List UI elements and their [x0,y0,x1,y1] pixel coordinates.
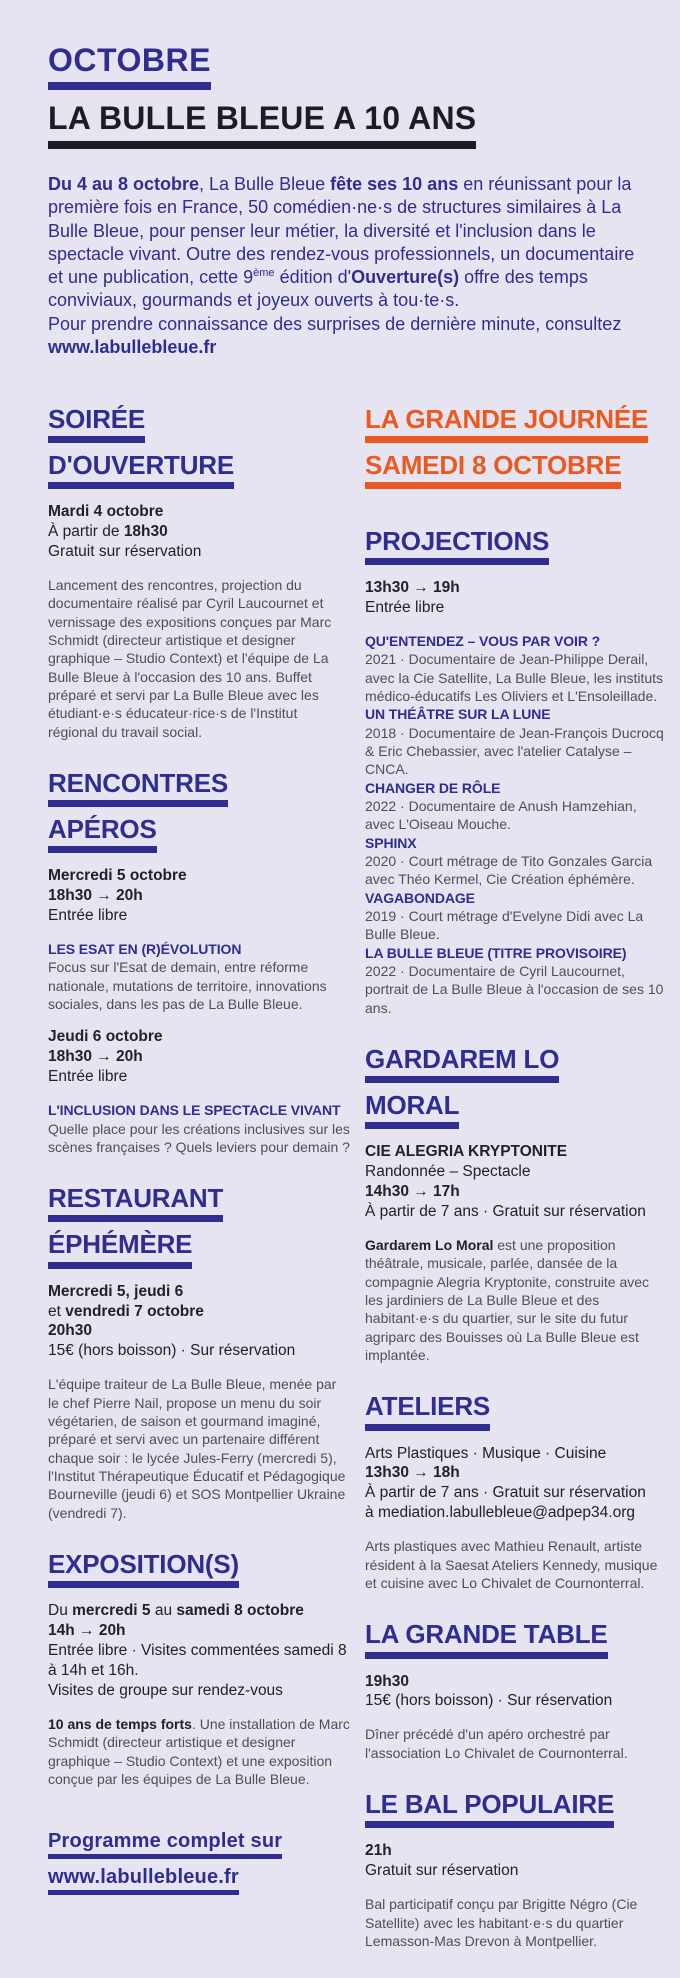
rencontres-aperos-body [48,1120,350,1157]
text-run: CHANGER DE RÔLE [365,779,501,796]
text-run: À partir de 7 ans · Gratuit sur réservation [365,1203,646,1221]
text-bold: mercredi 5 [72,1602,151,1620]
text-run: 15€ (hors boisson) · Sur réservation [48,1342,296,1360]
section-heading [365,1790,667,1828]
projections-body [365,797,667,834]
text-bold: 18h30 → 20h [48,887,143,905]
text-run: Bal participatif conçu par Brigitte Négro (Cie Satellite) avec les habitant·e·s du quartier Lemasson-Mas Drevon à Montpellier. [365,1896,638,1949]
section-le-bal-populaire [365,1790,667,1950]
text-run: LES ESAT EN (R)ÉVOLUTION [48,941,242,958]
programme-link[interactable] [48,1830,350,1895]
text-run: Gratuit sur réservation [48,543,202,561]
text-run: 2021 · Documentaire de Jean-Philippe Derail, avec la Cie Satellite, La Bulle Bleue, les instituts médico-éducatifs Les Oliviers et L'Ensoleillade. [365,651,664,705]
text-run: 2019 · Court métrage d'Evelyne Didi avec La Bulle Bleue. [365,908,644,943]
text-bold: 18h30 → 20h [48,1048,143,1066]
section-ateliers [365,1392,667,1592]
programme-link-line[interactable]: www.labullebleue.fr [48,1866,239,1895]
inline-url[interactable]: mediation.labullebleue@adpep34.org [377,1504,635,1522]
text-bold: Mardi 4 octobre [48,503,164,521]
section-heading-line: SOIRÉE [48,405,145,443]
projections-subhead [365,944,667,962]
text-bold: Ouverture(s) [351,267,460,288]
text-run: 2022 · Documentaire de Anush Hamzehian, avec L'Oiseau Mouche. [365,798,637,833]
text-run: , La Bulle Bleue [199,174,331,195]
section-restaurant-ephemere [48,1184,350,1522]
la-grande-table-body [365,1725,667,1762]
projections-body [365,907,667,944]
le-bal-populaire-body [365,1895,667,1950]
section-rencontres-aperos [48,769,350,1156]
section-projections [365,527,667,1017]
projections-subhead [365,779,667,797]
section-heading [365,1620,667,1658]
text-run: . Une installation de Marc Schmidt (directeur artistique et designer graphique – Studio Context) et une exposition conçue par les équipes de La Bulle Bleue. [48,1716,350,1788]
ateliers-body [365,1537,667,1592]
text-bold: 13h30 → 18h [365,1464,460,1482]
rencontres-aperos-meta [48,866,350,926]
expositions-body [48,1715,350,1788]
column-left [48,405,350,1978]
text-run: Entrée libre [365,599,445,617]
intro-paragraph [48,173,652,359]
text-bold: 14h → 20h [48,1622,126,1640]
text-bold: 19h30 [365,1672,409,1690]
section-heading-line: RENCONTRES [48,769,228,807]
section-heading-line: D'OUVERTURE [48,451,234,489]
text-run: Lancement des rencontres, projection du documentaire réalisé par Cyril Laucournet et vernissage des expositions conçues par Marc Schmidt (directeur artistique et designer graphique – Studio Context) et l'équipe de La Bulle Bleue à l'occasion des 10 ans. Buffet préparé et servi par La Bulle Bleue avec les étudiant·e·s éducateur·rice·s de l'Institut régional du travail social. [48,577,332,740]
text-run: offre des temps conviviaux, gourmands et joyeux ouverts à tou·te·s. [48,267,588,311]
section-heading [48,1550,350,1588]
projections-body [365,852,667,889]
section-heading-line: ATELIERS [365,1392,490,1430]
inline-url[interactable]: www.labullebleue.fr [48,336,217,357]
month-kicker: OCTOBRE [48,44,211,90]
projections-subhead [365,705,667,723]
section-heading-line: LA GRANDE JOURNÉE [365,405,648,443]
section-expositions [48,1550,350,1788]
text-run: Focus sur l'Esat de demain, entre réforme nationale, mutations de territoire, innovations sociales, dans les pas de La Bulle Bleue. [48,959,327,1013]
text-run: édition d' [274,267,352,288]
text-run: en réunissant pour la première fois en France, 50 comédien·ne·s de structures similaires à La Bulle Bleue, pour penser leur métier, la diversité et l'inclusion dans le spectacle vivant. Outre des rendez-vous professionnels, un documentaire et une publication, cette 9 [48,174,635,288]
text-run: est une proposition théâtrale, musicale, parlée, dansée de la compagnie Alegria Kryptonite, construite avec les jardiniers de La Bulle Bleue et des habitant·e·s du quartier, sur le site du futur agriparc des Bouisses où La Bulle Bleue est implantée. [365,1237,650,1364]
text-run: Entrée libre [48,1068,128,1086]
text-bold: CIE ALEGRIA KRYPTONITE [365,1143,568,1161]
projections-subhead [365,889,667,907]
text-run: QU'ENTENDEZ – VOUS PAR VOIR ? [365,633,601,650]
la-grande-table-meta [365,1672,667,1712]
text-run: L'équipe traiteur de La Bulle Bleue, menée par le chef Pierre Nail, propose un menu du soir végétarien, de saison et gourmand imaginé, préparé et servi avec un partenaire différent chaque soir : le lycée Jules-Ferry (mercredi 5), l'Institut Thérapeutique Éducatif et Pédagogique Bourneville (jeudi 6) et SOS Montpellier Ukraine (vendredi 7). [48,1376,346,1521]
text-bold: fête ses 10 ans [330,174,459,195]
section-heading [48,405,350,489]
text-run: VAGABONDAGE [365,889,475,906]
text-run: Entrée libre · Visites commentées samedi 8 à 14h et 16h. [48,1642,347,1680]
restaurant-ephemere-meta [48,1282,350,1362]
text-bold: 14h30 → 17h [365,1183,460,1201]
text-bold: 10 ans de temps forts [48,1716,192,1733]
section-la-grande-table [365,1620,667,1762]
expositions-meta [48,1601,350,1701]
section-heading-line: EXPOSITION(S) [48,1550,239,1588]
soiree-douverture-meta [48,502,350,562]
text-run: LA BULLE BLEUE (TITRE PROVISOIRE) [365,944,627,961]
section-heading-line: MORAL [365,1091,459,1129]
section-heading-line: ÉPHÉMÈRE [48,1230,192,1268]
section-heading [365,1392,667,1430]
projections-subhead [365,834,667,852]
text-run: 15€ (hors boisson) · Sur réservation [365,1692,613,1710]
text-run: au [150,1602,177,1620]
projections-body [365,650,667,705]
text-bold: 21h [365,1842,392,1860]
text-bold: vendredi 7 octobre [65,1302,204,1320]
gardarem-lo-moral-meta [365,1142,667,1222]
text-run: À partir de [48,523,124,541]
text-run: SPHINX [365,834,417,851]
text-run: Pour prendre connaissance des surprises de dernière minute, consultez [48,313,622,334]
text-run: Visites de groupe sur rendez-vous [48,1682,283,1700]
section-heading [365,405,667,489]
restaurant-ephemere-body [48,1375,350,1522]
section-heading [48,769,350,853]
section-la-grande-journee [365,405,667,489]
section-heading-line: LE BAL POPULAIRE [365,1790,614,1828]
text-run: 2022 · Documentaire de Cyril Laucournet, portrait de La Bulle Bleue à l'occasion de ses 10 ans. [365,963,664,1016]
text-bold: Mercredi 5, jeudi 6 [48,1282,184,1300]
rencontres-aperos-meta [48,1027,350,1087]
text-bold: Gardarem Lo Moral [365,1237,494,1254]
section-heading-line: APÉROS [48,815,157,853]
text-bold: samedi 8 octobre [176,1602,304,1620]
projections-meta [365,578,667,618]
page-title: LA BULLE BLEUE A 10 ANS [48,102,476,150]
gardarem-lo-moral-body [365,1236,667,1364]
text-run: 2020 · Court métrage de Tito Gonzales Garcia avec Théo Kermel, Cie Création éphémère. [365,853,653,888]
text-run: Quelle place pour les créations inclusives sur les scènes françaises ? Quels leviers pour demain ? [48,1120,350,1156]
text-run: à [365,1504,378,1522]
text-run: Du [48,1602,73,1620]
text-bold: Du 4 au 8 octobre [48,174,200,195]
section-heading [365,1045,667,1129]
section-gardarem-lo-moral [365,1045,667,1364]
section-heading-line: PROJECTIONS [365,527,549,565]
projections-body [365,724,667,779]
section-heading [365,527,667,565]
column-right [365,405,667,1978]
text-bold: 18h30 [123,523,168,541]
text-bold: 20h30 [48,1322,92,1340]
header [48,44,652,359]
text-run: 2018 · Documentaire de Jean-François Ducrocq & Eric Chebassier, avec l'atelier Catalyse – CNCA. [365,724,664,778]
rencontres-aperos-body [48,958,350,1013]
rencontres-aperos-subhead [48,1101,350,1119]
programme-link-line[interactable]: Programme complet sur [48,1830,282,1859]
text-bold: Jeudi 6 octobre [48,1028,163,1046]
section-heading-line: GARDAREM LO [365,1045,559,1083]
rencontres-aperos-subhead [48,940,350,958]
text-run: ème [253,267,275,280]
soiree-douverture-body [48,576,350,741]
text-bold: Mercredi 5 octobre [48,867,187,885]
le-bal-populaire-meta [365,1841,667,1881]
section-soiree-douverture [48,405,350,741]
text-run: Arts plastiques avec Mathieu Renault, artiste résident à la Saesat Ateliers Kennedy, musique et cuisine avec Lo Chivalet de Cournonterral. [365,1538,658,1592]
text-run: UN THÉÂTRE SUR LA LUNE [365,706,551,723]
content-columns [48,403,664,1978]
text-run: Randonnée – Spectacle [365,1163,531,1181]
text-run: L'INCLUSION DANS LE SPECTACLE VIVANT [48,1102,341,1119]
section-heading-line: RESTAURANT [48,1184,223,1222]
projections-subhead [365,632,667,650]
text-run: Arts Plastiques · Musique · Cuisine [365,1444,607,1462]
text-run: et [48,1302,66,1320]
text-run: À partir de 7 ans · Gratuit sur réservation [365,1484,646,1502]
ateliers-meta [365,1444,667,1524]
section-heading-line: LA GRANDE TABLE [365,1620,608,1658]
text-run: Dîner précédé d'un apéro orchestré par l'association Lo Chivalet de Cournonterral. [365,1726,628,1761]
text-run: Entrée libre [48,907,128,925]
text-run: Gratuit sur réservation [365,1862,519,1880]
section-heading-line: SAMEDI 8 OCTOBRE [365,451,621,489]
text-bold: 13h30 → 19h [365,579,460,597]
projections-body [365,962,667,1017]
section-heading [48,1184,350,1268]
